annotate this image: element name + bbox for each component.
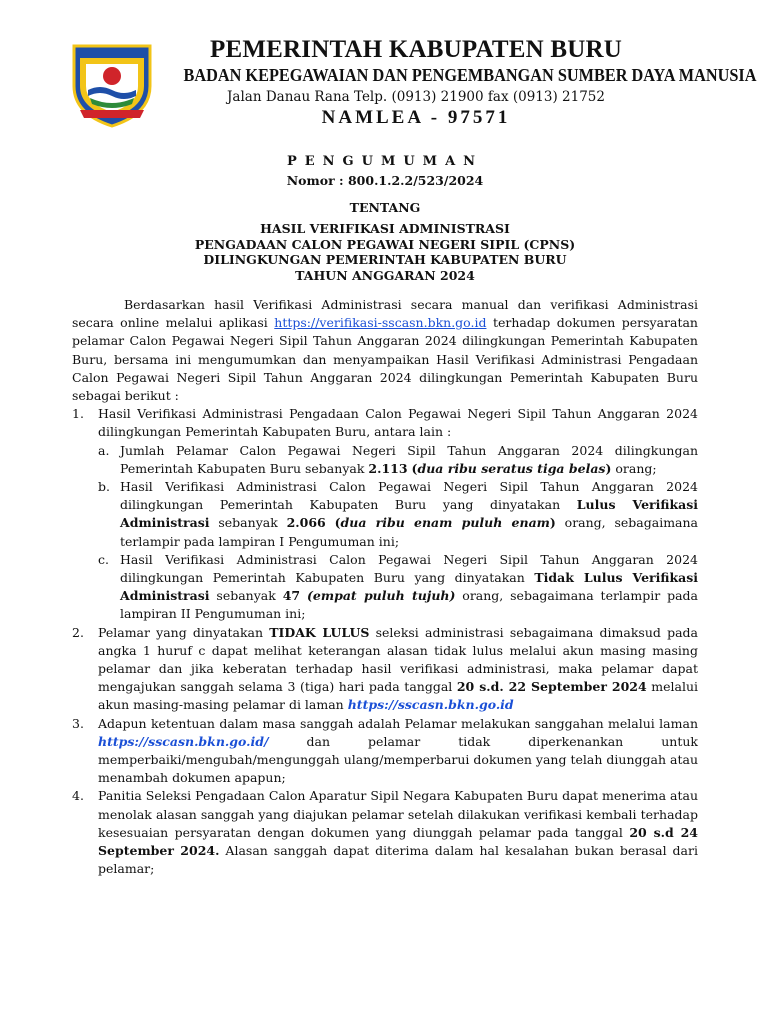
- subject-line: TAHUN ANGGARAN 2024: [295, 267, 475, 283]
- kabupaten-buru-logo: [66, 36, 158, 128]
- list-item-text: Panitia Seleksi Pengadaan Calon Aparatur Sipil Negara Kabupaten Buru dapat menerima atau menolak alasan sanggah yang diajukan pelamar setelah dilakukan verifikasi kembali terhadap kesesuaian persyaratan dengan dokumen yang diunggah pelamar pada tanggal: [98, 788, 698, 840]
- list-number: 3.: [72, 715, 84, 731]
- document-subject: [72, 221, 698, 283]
- sscasn-link[interactable]: https://sscasn.bkn.go.id/: [98, 733, 269, 749]
- intro-paragraph: [72, 296, 698, 405]
- sub-item-text: sebanyak: [209, 515, 287, 531]
- applicant-count: 2.113: [368, 460, 408, 476]
- sub-item-a: a. Jumlah Pelamar Calon Pegawai Negeri Sipil Tahun Anggaran 2024 dilingkungan Pemerintah Kabupaten Buru sebanyak 2.113 (dua ribu seratus tiga belas) orang;: [98, 442, 698, 476]
- list-item-text: dan pelamar tidak diperkenankan untuk memperbaiki/mengubah/mengunggah ulang/memperbarui dokumen yang telah diunggah atau menambah dokumen apapun;: [98, 733, 698, 786]
- list-item-1: [72, 405, 698, 441]
- fail-count-words: (empat puluh tujuh): [306, 588, 456, 604]
- list-number: 2.: [72, 624, 84, 640]
- pass-status: Lulus Verifikasi Administrasi: [120, 497, 698, 531]
- intro-text: terhadap dokumen persyaratan pelamar Calon Pegawai Negeri Sipil Tahun Anggaran 2024 dilingkungan Pemerintah Kabupaten Buru, bersama ini mengumumkan dan menyampaikan Hasil Verifikasi Administrasi Pengadaan Calon Pegawai Negeri Sipil Tahun Anggaran 2024 dilingkungan Pemerintah Kabupaten Buru sebagai berikut :: [72, 315, 698, 404]
- document-body: [72, 296, 698, 879]
- subject-line: HASIL VERIFIKASI ADMINISTRASI: [260, 221, 510, 236]
- applicant-count-words: dua ribu seratus tiga belas: [417, 460, 606, 476]
- sub-item-text: Jumlah Pelamar Calon Pegawai Negeri Sipil Tahun Anggaran 2024 dilingkungan Pemerintah Kabupaten Buru sebanyak: [120, 442, 698, 476]
- letterhead: [166, 36, 757, 129]
- list-item-text: melalui akun masing-masing pelamar di laman: [98, 679, 698, 713]
- list-item-text: Adapun ketentuan dalam masa sanggah adalah Pelamar melakukan sanggahan melalui laman: [98, 715, 698, 731]
- list-item-text: Pelamar yang dinyatakan: [98, 624, 270, 640]
- sub-item-c: [72, 551, 698, 624]
- agency-city: NAMLEA - 97571: [321, 107, 511, 128]
- list-item-text: Hasil Verifikasi Administrasi Pengadaan Calon Pegawai Negeri Sipil Tahun Anggaran 2024 dilingkungan Pemerintah Kabupaten Buru, antara lain :: [98, 406, 698, 440]
- list-item-3: [72, 715, 698, 788]
- sub-item-text: orang, sebagaimana terlampir pada lampiran I Pengumuman ini;: [120, 515, 699, 549]
- sscasn-link[interactable]: https://sscasn.bkn.go.id: [347, 697, 514, 713]
- sub-item-text: orang, sebagaimana terlampir pada lampiran II Pengumuman ini;: [120, 588, 698, 622]
- sub-letter: a.: [98, 442, 110, 458]
- list-number: 1.: [72, 406, 84, 422]
- sub-item-text: Hasil Verifikasi Administrasi Calon Pegawai Negeri Sipil Tahun Anggaran 2024 dilingkungan Pemerintah Kabupaten Buru yang dinyatakan: [120, 551, 698, 586]
- subject-line: PENGADAAN CALON PEGAWAI NEGERI SIPIL (CPNS): [194, 236, 576, 252]
- sub-item-text: orang;: [611, 460, 657, 476]
- sub-item-text: sebanyak: [209, 588, 283, 604]
- intro-text: Berdasarkan hasil Verifikasi Administrasi secara manual dan verifikasi Administrasi secara online melalui aplikasi: [72, 297, 698, 331]
- pass-count-words: dua ribu enam puluh enam: [340, 515, 550, 531]
- agency-name: PEMERINTAH KABUPATEN BURU: [210, 36, 622, 63]
- document-title: PENGUMUMAN: [286, 154, 484, 169]
- coat-of-arms-icon: [66, 36, 158, 128]
- list-item-4: [72, 787, 698, 878]
- list-item-text: seleksi administrasi sebagaimana dimaksud pada angka 1 huruf c dapat melihat keterangan alasan tidak lulus melalui akun masing masing pelamar dan jika keberatan terhadap hasil verifikasi administrasi, maka pelamar dapat mengajukan sanggah selama 3 (tiga) hari pada tanggal: [98, 624, 698, 695]
- sub-letter: b.: [98, 479, 110, 495]
- verification-dates: 20 s.d 24 September 2024.: [98, 824, 698, 859]
- agency-department: BADAN KEPEGAWAIAN DAN PENGEMBANGAN SUMBER DAYA MANUSIA: [183, 65, 757, 85]
- pass-count: 2.066: [286, 515, 326, 531]
- agency-address: Jalan Danau Rana Telp. (0913) 21900 fax (0913) 21752: [227, 89, 605, 105]
- verifikasi-link[interactable]: https://verifikasi-sscasn.bkn.go.id: [274, 315, 487, 331]
- sanggah-dates: 20 s.d. 22 September 2024: [456, 679, 647, 695]
- list-number: 4.: [72, 788, 84, 804]
- sub-item-b: b. Hasil Verifikasi Administrasi Calon Pegawai Negeri Sipil Tahun Anggaran 2024 dilingkungan Pemerintah Kabupaten Buru yang dinyatakan Lulus Verifikasi Administrasi sebanyak 2.066 (dua ribu enam puluh enam) orang, sebagaimana terlampir pada lampiran I Pengumuman ini;: [98, 479, 699, 549]
- subject-line: DILINGKUNGAN PEMERINTAH KABUPATEN BURU: [203, 252, 567, 267]
- document-tentang: TENTANG: [349, 200, 421, 215]
- fail-count: 47: [282, 588, 301, 604]
- list-item-text: Alasan sanggah dapat diterima dalam hal kesalahan bukan berasal dari pelamar;: [98, 843, 698, 877]
- document-number: Nomor : 800.1.2.2/523/2024: [286, 173, 484, 188]
- list-item-2: [72, 624, 698, 715]
- sub-letter: c.: [98, 551, 109, 567]
- fail-status: Tidak Lulus Verifikasi Administrasi: [120, 570, 698, 604]
- tidak-lulus-label: TIDAK LULUS: [269, 624, 370, 640]
- sub-item-text: Hasil Verifikasi Administrasi Calon Pegawai Negeri Sipil Tahun Anggaran 2024 dilingkungan Pemerintah Kabupaten Buru yang dinyatakan: [120, 479, 698, 513]
